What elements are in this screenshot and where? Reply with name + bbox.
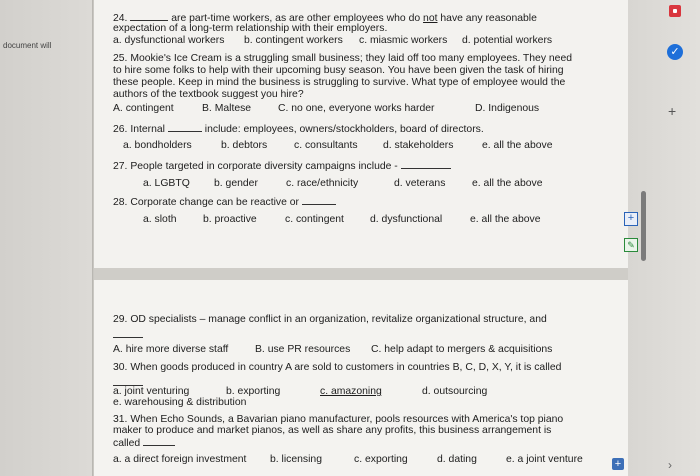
- q25-line2: to hire some folks to help with their upcoming busy season. You have been given the task of hiring: [113, 65, 564, 76]
- q26-blank: [168, 122, 202, 132]
- q30-line: 30. When goods produced in country A are sold to customers in countries B, C, D, X, Y, it is called: [113, 362, 562, 373]
- q27-opt-b: b. gender: [214, 178, 258, 189]
- q25-line4: authors of the textbook suggest you hire?: [113, 89, 304, 100]
- q31-line1: 31. When Echo Sounds, a Bavarian piano manufacturer, pools resources with America's top piano: [113, 414, 564, 425]
- q25-opt-b: B. Maltese: [202, 103, 252, 114]
- q30-opt-a: a. joint venturing: [113, 386, 190, 397]
- q24-blank: [130, 11, 168, 21]
- q27-line: [113, 159, 451, 173]
- q29-opt-c: C. help adapt to mergers & acquisitions: [371, 344, 553, 355]
- q24-line2: expectation of a long-term relationship with their employers.: [113, 23, 388, 34]
- q26-opt-a: a. bondholders: [123, 140, 192, 151]
- q24-not: not: [423, 13, 438, 24]
- q31-called: called: [113, 438, 141, 449]
- q29-blank-line: [113, 328, 143, 342]
- q26-suffix: include: employees, owners/stockholders, board of directors.: [204, 124, 484, 135]
- q28-opt-c: c. contingent: [285, 214, 344, 225]
- q28-opt-d: d. dysfunctional: [370, 214, 443, 225]
- q24-opt-d: d. potential workers: [462, 35, 553, 46]
- q31-opt-b: b. licensing: [270, 454, 322, 465]
- add-page-button[interactable]: +: [612, 458, 624, 470]
- q28-opt-b: b. proactive: [203, 214, 257, 225]
- page-gap: [94, 268, 628, 280]
- scrollbar-thumb[interactable]: [641, 191, 646, 261]
- q25-opt-d: D. Indigenous: [475, 103, 540, 114]
- plus-icon[interactable]: +: [668, 103, 677, 119]
- q27-blank: [401, 159, 451, 169]
- q24-text2: have any reasonable: [440, 13, 537, 24]
- q25-opt-c: C. no one, everyone works harder: [278, 103, 435, 114]
- q30-opt-d: d. outsourcing: [422, 386, 488, 397]
- q28-opt-a: a. sloth: [143, 214, 177, 225]
- q30-opt-c: c. amazoning: [320, 386, 382, 397]
- q28-text: 28. Corporate change can be reactive or: [113, 197, 299, 208]
- check-circle-icon[interactable]: ✓: [667, 44, 683, 60]
- q24-opt-a: a. dysfunctional workers: [113, 35, 225, 46]
- q27-opt-d: d. veterans: [394, 178, 446, 189]
- q29-line: 29. OD specialists – manage conflict in an organization, revitalize organizational structure, and: [113, 314, 547, 325]
- stop-icon[interactable]: [669, 5, 681, 17]
- q27-opt-c: c. race/ethnicity: [286, 178, 359, 189]
- q26-opt-c: c. consultants: [294, 140, 358, 151]
- q25-opt-a: A. contingent: [113, 103, 174, 114]
- left-margin: [0, 0, 93, 476]
- q27-opt-e: e. all the above: [472, 178, 543, 189]
- q25-line3: these people. Keep in mind the business is struggling to survive. What type of employee would the: [113, 77, 566, 88]
- q31-opt-d: d. dating: [437, 454, 477, 465]
- q24-opt-c: c. miasmic workers: [359, 35, 448, 46]
- q31-line3: [113, 436, 175, 450]
- q24-text: are part-time workers, as are other employees who do: [171, 13, 421, 24]
- q25-line1: 25. Mookie's Ice Cream is a struggling small business; they laid off too many employees. They need: [113, 53, 573, 64]
- q31-line2: maker to produce and market pianos, as well as share any profits, this business arrangement is: [113, 425, 552, 436]
- q27-text: 27. People targeted in corporate diversity campaigns include -: [113, 161, 398, 172]
- q24-number: 24.: [113, 13, 128, 24]
- q29-opt-b: B. use PR resources: [255, 344, 351, 355]
- q24-opt-b: b. contingent workers: [244, 35, 343, 46]
- q31-opt-a: a. a direct foreign investment: [113, 454, 247, 465]
- q30-blank: [113, 376, 143, 386]
- margin-note: document will: [3, 41, 52, 50]
- q31-opt-e: e. a joint venture: [506, 454, 583, 465]
- q26-prefix: 26. Internal: [113, 124, 165, 135]
- right-toolbar: [628, 0, 700, 476]
- q28-blank: [302, 195, 336, 205]
- edit-box-icon[interactable]: ✎: [624, 238, 638, 252]
- q30-opt-b: b. exporting: [226, 386, 281, 397]
- q31-opt-c: c. exporting: [354, 454, 408, 465]
- q30-opt-e: e. warehousing & distribution: [113, 397, 247, 408]
- add-box-icon[interactable]: +: [624, 212, 638, 226]
- q29-blank: [113, 328, 143, 338]
- q31-blank: [143, 436, 175, 446]
- q26-line: [113, 122, 484, 136]
- q26-opt-d: d. stakeholders: [383, 140, 454, 151]
- q28-opt-e: e. all the above: [470, 214, 541, 225]
- q26-opt-b: b. debtors: [221, 140, 268, 151]
- q26-opt-e: e. all the above: [482, 140, 553, 151]
- chevron-right-icon[interactable]: ›: [668, 458, 672, 472]
- q27-opt-a: a. LGBTQ: [143, 178, 190, 189]
- q29-opt-a: A. hire more diverse staff: [113, 344, 229, 355]
- q28-line: [113, 195, 336, 209]
